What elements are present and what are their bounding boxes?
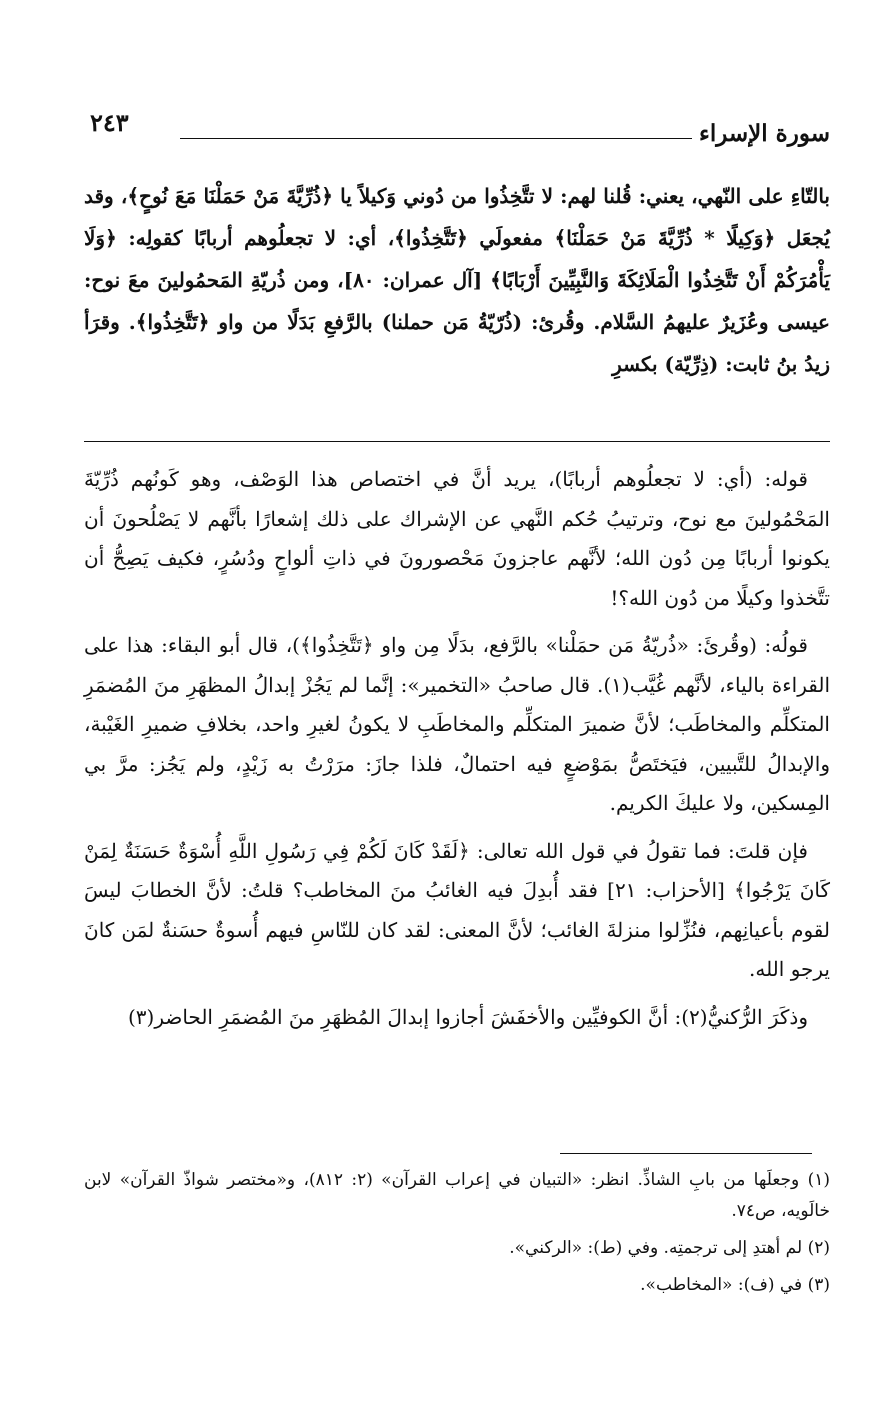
verse-text: بالتّاءِ على النّهي، يعني: قُلنا لهم: لا تتَّخِذُوا من دُوني وَكيلاً يا ﴿ذُرِّيَّةَ مَنْ حَمَلْنَا مَعَ نُوحٍ﴾، وقد يُجعَل ﴿وَكِيلًا * ذُرِّيَّةَ مَنْ حَمَلْنَا﴾ مفعولَي ﴿تَتَّخِذُوا﴾، أي: لا تجعلُوهم أربابًا كقولِه: ﴿وَلَا يَأْمُرَكُمْ أَنْ تَتَّخِذُوا الْمَلَائِكَةَ وَالنَّبِيِّينَ أَرْبَابًا﴾ [آل عمران: ٨٠]، ومن ذُريّةِ المَحمُولينَ معَ نوح: عيسى وعُزَيرٌ عليهمُ السَّلام. وقُرئ: (ذُرّيّةُ مَن حملنا) بالرَّفعِ بَدَلًا من واو ﴿تَتَّخِذُوا﴾. وقرَأ زيدُ بنُ ثابت: (ذِرِّيّة) بكسرِ — [84, 184, 830, 376]
footnote: (٢) لم أهتدِ إلى ترجمتِه. وفي (ط): «الركني». — [509, 1238, 830, 1258]
commentary-paragraph: قولُه: (وقُرئَ: «ذُريّةُ مَن حمَلْنا» بالرَّفع، بدَلًا مِن واو ﴿تَتَّخِذُوا﴾)، قال أبو البقاء: هذا على القراءة بالياء، لأنَّهم غُيَّب(١). قال صاحبُ «التخمير»: إنَّما لم يَجُزْ إبدالُ المظهَرِ منَ المُضمَرِ المتكلِّم والمخاطَب؛ لأنَّ ضميرَ المتكلِّم والمخاطَبِ لا يكونُ لغيرِ واحد، بخلافِ ضميرِ الغَيْبة، والإبدالُ للتَّبيين، فيَختَصُّ بمَوْضعٍ فيه احتمالٌ، فلذا جازَ: مرَرْتُ به زَيْدٍ، ولم يَجُز: مرَّ بي المِسكين، ولا عليكَ الكريم. — [84, 633, 831, 815]
footnotes — [84, 1165, 830, 1307]
commentary — [84, 460, 830, 1045]
page-number: ٢٤٣ — [90, 108, 129, 137]
section-separator — [84, 441, 830, 442]
commentary-paragraph: وذكَرَ الرُّكنيُّ(٢): أنَّ الكوفيِّين والأخفَشَ أجازوا إبدالَ المُظهَرِ منَ المُضمَرِ الحاضر(٣) — [127, 1004, 808, 1029]
header-rule — [180, 138, 692, 139]
page-header — [90, 108, 830, 148]
footnote-rule — [560, 1153, 812, 1154]
surah-title: سورة الإسراء — [699, 120, 830, 147]
commentary-paragraph: قوله: (أي: لا تجعلُوهم أربابًا)، يريد أنَّ في اختصاص هذا الوَصْف، وهو كَونُهم ذُرِّيّةَ المَحْمُولينَ مع نوح، وترتيبُ حُكم النَّهي عن الإشراك على ذلك إشعارًا بأنَّهم لا يَصْلُحونَ أن يكونوا أربابًا مِن دُون الله؛ لأنَّهم عاجزونَ مَحْصورونَ في ذاتِ ألواحٍ ودُسُرٍ، فكيف يَصِحُّ أن تتَّخذوا وكيلًا من دُون الله؟! — [84, 467, 830, 610]
footnote: (٣) في (ف): «المخاطب». — [640, 1275, 830, 1295]
footnote: (١) وجعلَها من بابِ الشاذِّ. انظر: «التبيان في إعراب القرآن» (٢: ٨١٢)، و«مختصر شواذّ القرآن» لابن خالَويه، ص٧٤. — [84, 1170, 830, 1221]
commentary-paragraph: فإن قلتَ: فما تقولُ في قول الله تعالى: ﴿لَقَدْ كَانَ لَكُمْ فِي رَسُولِ اللَّهِ أُسْوَةٌ حَسَنَةٌ لِمَنْ كَانَ يَرْجُوا﴾ [الأحزاب: ٢١] فقد أُبدِلَ فيه الغائبُ منَ المخاطب؟ قلتُ: لأنَّ الخطابَ ليسَ لقوم بأعيانِهم، فنُزِّلوا منزلةَ الغائب؛ لأنَّ المعنى: لقد كان للنّاسِ فيهم أُسوةٌ حسَنةٌ لمَن كانَ يرجو الله. — [84, 838, 830, 981]
